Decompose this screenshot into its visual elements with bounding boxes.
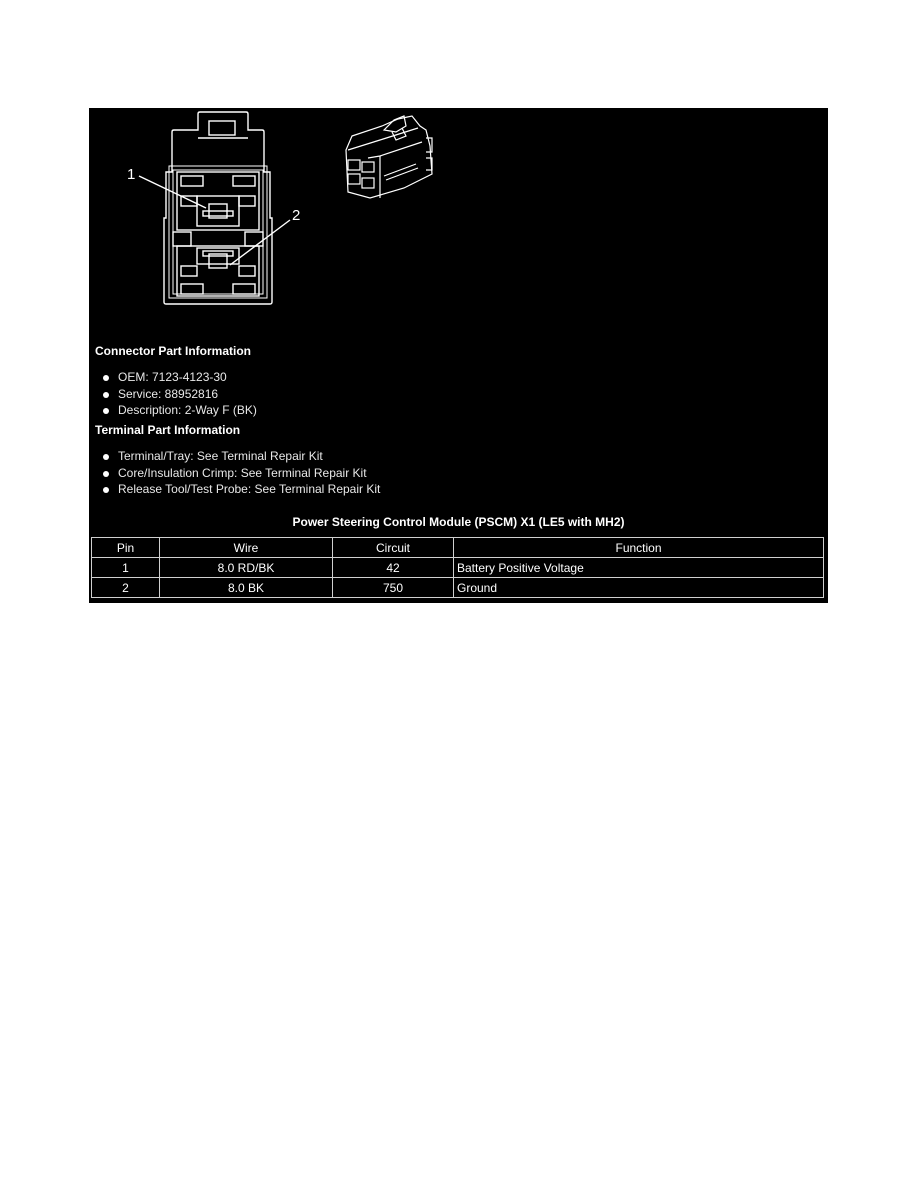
list-item: Release Tool/Test Probe: See Terminal Repair Kit: [103, 481, 380, 498]
list-item: Description: 2-Way F (BK): [103, 402, 257, 419]
header-circuit: Circuit: [333, 538, 454, 558]
header-pin: Pin: [92, 538, 160, 558]
terminal-part-info-heading: Terminal Part Information: [95, 423, 241, 437]
cell-pin: 1: [92, 558, 160, 578]
terminal-part-info-list: [103, 448, 380, 498]
header-function: Function: [454, 538, 824, 558]
bullet-icon: [103, 487, 109, 493]
header-wire: Wire: [160, 538, 333, 558]
bullet-icon: [103, 375, 109, 381]
callout-2: 2: [292, 207, 301, 224]
cell-wire: 8.0 RD/BK: [160, 558, 333, 578]
callout-1: 1: [127, 166, 136, 183]
cell-function: Ground: [454, 578, 824, 598]
connector-part-info-heading: Connector Part Information: [95, 344, 252, 358]
table-row: [92, 578, 824, 598]
table-header-row: [92, 538, 824, 558]
pin-table-title: Power Steering Control Module (PSCM) X1 (LE5 with MH2): [292, 515, 625, 529]
bullet-icon: [103, 392, 109, 398]
cell-function: Battery Positive Voltage: [454, 558, 824, 578]
table-row: [92, 558, 824, 578]
cell-circuit: 42: [333, 558, 454, 578]
connector-info-panel: [89, 108, 828, 603]
cell-circuit: 750: [333, 578, 454, 598]
cell-pin: 2: [92, 578, 160, 598]
connector-diagram: [89, 108, 449, 338]
bullet-icon: [103, 454, 109, 460]
cell-wire: 8.0 BK: [160, 578, 333, 598]
list-item: Terminal/Tray: See Terminal Repair Kit: [103, 448, 380, 465]
bullet-icon: [103, 471, 109, 477]
list-item: Core/Insulation Crimp: See Terminal Repair Kit: [103, 465, 380, 482]
pin-table: [91, 537, 824, 598]
list-item: Service: 88952816: [103, 386, 257, 403]
connector-part-info-list: [103, 369, 257, 419]
list-item: OEM: 7123-4123-30: [103, 369, 257, 386]
bullet-icon: [103, 408, 109, 414]
